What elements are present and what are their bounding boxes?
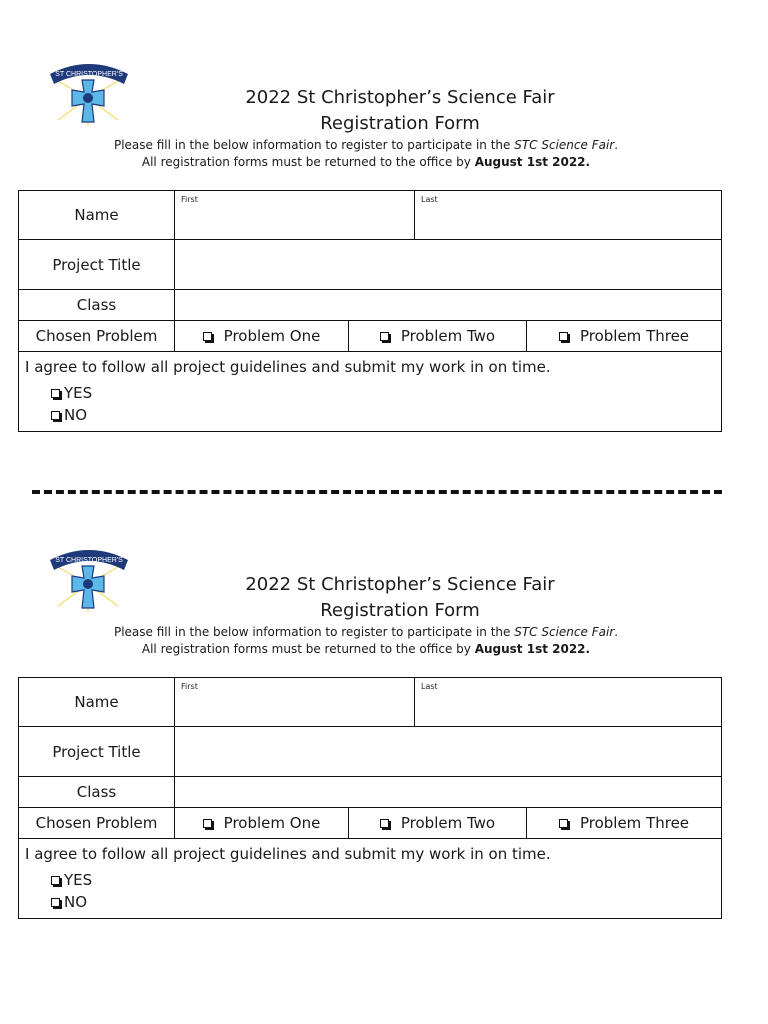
registration-table: [18, 677, 722, 919]
checkbox-icon[interactable]: [51, 876, 60, 885]
checkbox-icon[interactable]: [559, 332, 568, 341]
project-title-row: [19, 240, 721, 290]
svg-text:ST CHRISTOPHER'S: ST CHRISTOPHER'S: [55, 557, 123, 564]
agreement-section: [19, 352, 557, 431]
form-title-line1: 2022 St Christopher’s Science Fair: [245, 87, 555, 108]
name-row: [19, 678, 721, 727]
class-label: Class: [19, 777, 175, 807]
first-name-label: First: [181, 195, 198, 204]
form-title-line1: 2022 St Christopher’s Science Fair: [245, 574, 555, 595]
name-label: Name: [19, 191, 175, 239]
project-title-label: Project Title: [19, 727, 175, 776]
checkbox-icon[interactable]: [203, 819, 212, 828]
project-title-field[interactable]: [175, 240, 721, 289]
last-name-field[interactable]: [415, 191, 721, 239]
no-option[interactable]: NO: [51, 891, 551, 913]
cut-line-divider: [32, 490, 722, 494]
checkbox-icon[interactable]: [51, 389, 60, 398]
checkbox-icon[interactable]: [203, 332, 212, 341]
name-label: Name: [19, 678, 175, 726]
agreement-text: I agree to follow all project guidelines and submit my work in on time.: [25, 358, 551, 376]
checkbox-icon[interactable]: [380, 819, 389, 828]
project-title-label: Project Title: [19, 240, 175, 289]
no-option[interactable]: NO: [51, 404, 551, 426]
name-row: [19, 191, 721, 240]
instructions-line2: All registration forms must be returned to the office by August 1st 2022.: [141, 642, 591, 656]
project-title-field[interactable]: [175, 727, 721, 776]
yes-option[interactable]: YES: [51, 869, 551, 891]
checkbox-icon[interactable]: [51, 411, 60, 420]
class-row: [19, 290, 721, 321]
instructions-line1: Please fill in the below information to register to participate in the STC Science Fair.: [113, 138, 619, 152]
checkbox-icon[interactable]: [559, 819, 568, 828]
problem-three-option[interactable]: Problem Three: [527, 808, 721, 838]
chosen-problem-label: Chosen Problem: [19, 808, 175, 838]
form-title-line2: Registration Form: [320, 600, 480, 621]
problem-two-option[interactable]: Problem Two: [349, 808, 527, 838]
problem-one-option[interactable]: Problem One: [175, 321, 349, 351]
class-field[interactable]: [175, 290, 721, 320]
chosen-problem-label: Chosen Problem: [19, 321, 175, 351]
agreement-row: [19, 839, 721, 918]
last-name-label: Last: [421, 195, 438, 204]
agreement-section: [19, 839, 557, 918]
yes-option[interactable]: YES: [51, 382, 551, 404]
instructions-line1: Please fill in the below information to register to participate in the STC Science Fair.: [113, 625, 619, 639]
first-name-field[interactable]: [175, 678, 415, 726]
agreement-text: I agree to follow all project guidelines and submit my work in on time.: [25, 845, 551, 863]
svg-text:ST CHRISTOPHER'S: ST CHRISTOPHER'S: [55, 71, 123, 78]
last-name-field[interactable]: [415, 678, 721, 726]
agreement-row: [19, 352, 721, 431]
first-name-label: First: [181, 682, 198, 691]
chosen-problem-row: [19, 808, 721, 839]
class-row: [19, 777, 721, 808]
class-field[interactable]: [175, 777, 721, 807]
registration-table: [18, 190, 722, 432]
problem-one-option[interactable]: Problem One: [175, 808, 349, 838]
chosen-problem-row: [19, 321, 721, 352]
checkbox-icon[interactable]: [380, 332, 389, 341]
first-name-field[interactable]: [175, 191, 415, 239]
instructions-line2: All registration forms must be returned to the office by August 1st 2022.: [141, 155, 591, 169]
checkbox-icon[interactable]: [51, 898, 60, 907]
problem-three-option[interactable]: Problem Three: [527, 321, 721, 351]
problem-two-option[interactable]: Problem Two: [349, 321, 527, 351]
form-title-line2: Registration Form: [320, 113, 480, 134]
project-title-row: [19, 727, 721, 777]
class-label: Class: [19, 290, 175, 320]
last-name-label: Last: [421, 682, 438, 691]
